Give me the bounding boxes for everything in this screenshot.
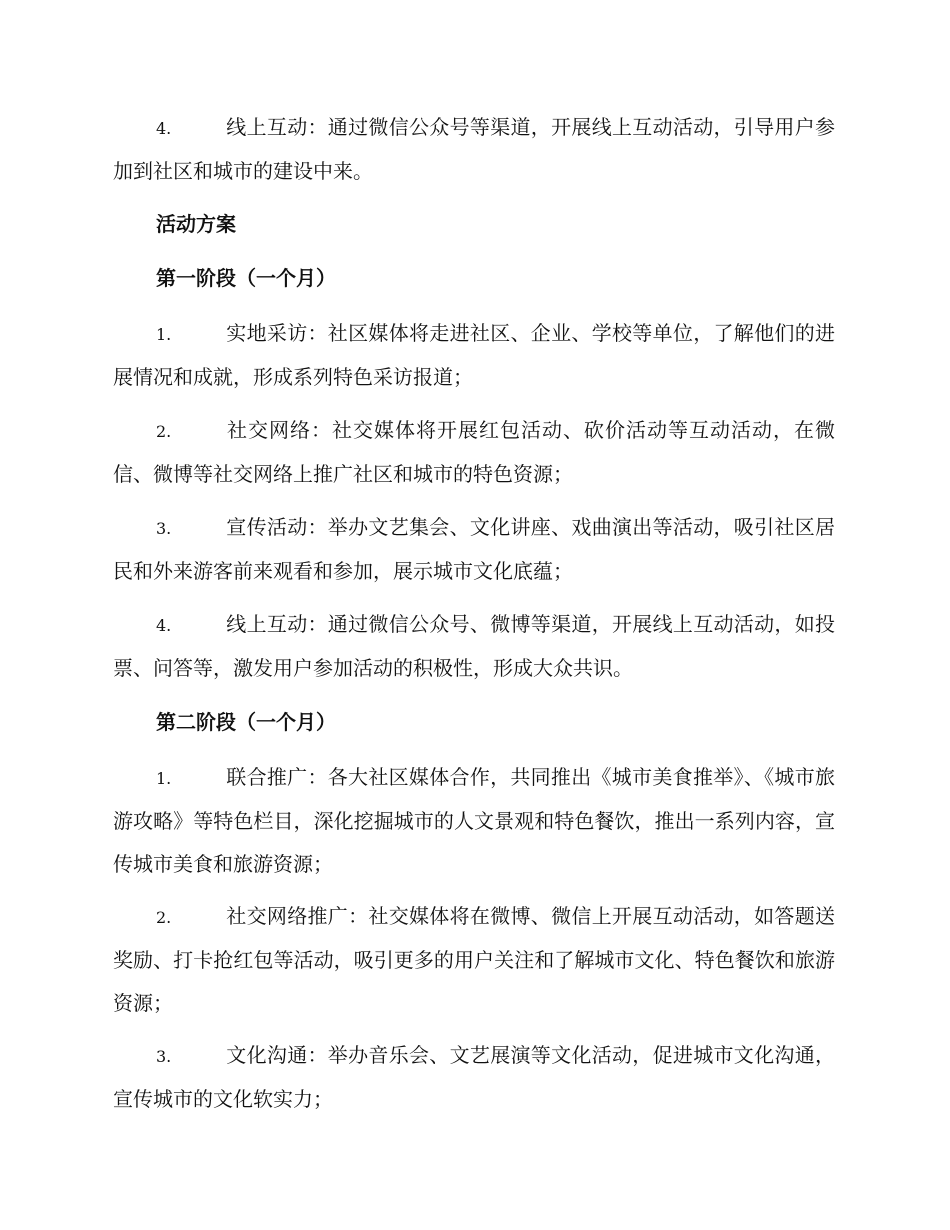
list-item: [113, 106, 835, 193]
item-number: 2.: [156, 908, 172, 927]
item-text: 社交网络推广：社交媒体将在微博、微信上开展互动活动，如答题送奖励、打卡抢红包等活动，吸引更多的用户关注和了解城市文化、特色餐饮和旅游资源；: [113, 904, 835, 1015]
item-text: 实地采访：社区媒体将走进社区、企业、学校等单位，了解他们的进展情况和成就，形成系列特色采访报道；: [113, 321, 835, 389]
list-item: [113, 1034, 835, 1121]
phase-heading: 第一阶段（一个月）: [156, 266, 336, 290]
item-number: 2.: [156, 422, 172, 441]
item-text: 线上互动：通过微信公众号等渠道，开展线上互动活动，引导用户参加到社区和城市的建设中来。: [113, 115, 835, 183]
item-number: 3.: [156, 1047, 172, 1066]
list-item: [113, 603, 835, 690]
list-item: [113, 756, 835, 886]
list-item: [113, 312, 835, 399]
item-text: 联合推广：各大社区媒体合作，共同推出《城市美食推举》、《城市旅游攻略》等特色栏目，深化挖掘城市的人文景观和特色餐饮，推出一系列内容，宣传城市美食和旅游资源；: [113, 765, 835, 876]
list-item: [113, 506, 835, 593]
item-text: 社交网络：社交媒体将开展红包活动、砍价活动等互动活动，在微信、微博等社交网络上推广社区和城市的特色资源；: [113, 418, 835, 486]
section-heading: 活动方案: [156, 212, 236, 236]
list-item: [113, 409, 835, 496]
item-number: 3.: [156, 519, 172, 538]
item-number: 1.: [156, 325, 172, 344]
item-text: 宣传活动：举办文艺集会、文化讲座、戏曲演出等活动，吸引社区居民和外来游客前来观看和参加，展示城市文化底蕴；: [113, 515, 835, 583]
item-number: 1.: [156, 769, 172, 788]
list-item: [113, 895, 835, 1025]
item-number: 4.: [156, 616, 172, 635]
phase-heading: 第二阶段（一个月）: [156, 710, 336, 734]
item-text: 线上互动：通过微信公众号、微博等渠道，开展线上互动活动，如投票、问答等，激发用户参加活动的积极性，形成大众共识。: [113, 612, 835, 680]
item-number: 4.: [156, 119, 172, 138]
item-text: 文化沟通：举办音乐会、文艺展演等文化活动，促进城市文化沟通，宣传城市的文化软实力；: [113, 1043, 835, 1111]
